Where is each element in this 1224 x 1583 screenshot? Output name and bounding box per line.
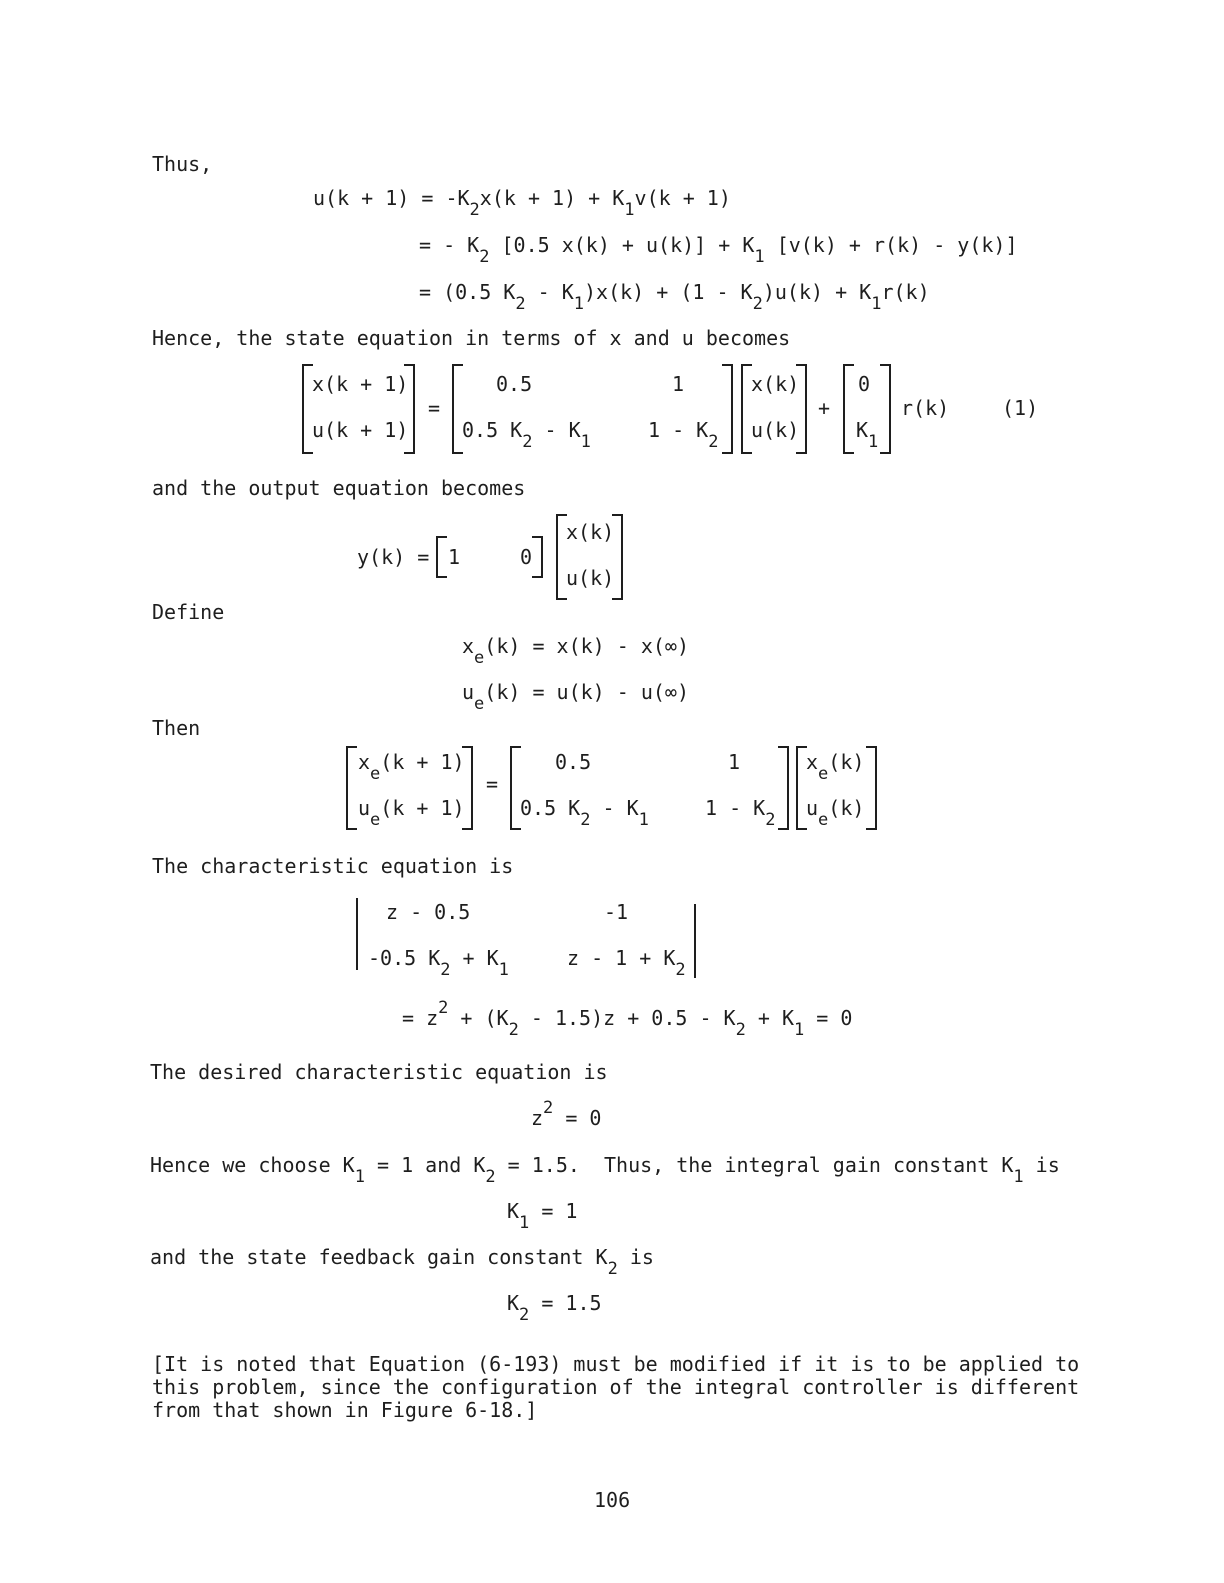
eq-xe-def: $x_e(k) = x(k) - x(\infty)$ bbox=[462, 634, 689, 668]
eq-y-lhs: y(k) = bbox=[357, 545, 430, 569]
text-thus: Thus, bbox=[152, 152, 213, 176]
text-state-gain: and the state feedback gain constant $K_2$ is bbox=[150, 1245, 654, 1279]
row-entry: 0 bbox=[520, 545, 533, 569]
text-output-eq: and the output equation becomes bbox=[152, 476, 526, 500]
eq-z2: $z^2 = 0$ bbox=[531, 1098, 602, 1130]
matrix-entry: 1 bbox=[728, 750, 741, 774]
text-choose: Hence we choose $K_1 = 1$ and $K_2 = 1.5$. Thus, the integral gain constant $K_1$ is bbox=[150, 1153, 1060, 1187]
matrix-entry: 0.5 bbox=[496, 372, 533, 396]
det-entry: $z - 1 + K_2$ bbox=[567, 946, 686, 980]
matrix-entry: 0.5 $K_2 - K_1$ bbox=[462, 418, 591, 452]
bracket-right bbox=[612, 514, 623, 600]
note-line-3: from that shown in Figure 6-18.] bbox=[152, 1398, 538, 1422]
text-char-eq: The characteristic equation is bbox=[152, 854, 514, 878]
page-number: 106 bbox=[594, 1488, 631, 1512]
text-define: Define bbox=[152, 600, 225, 624]
matrix-entry: $1 - K_2$ bbox=[705, 796, 776, 830]
matrix-xk1: x(k + 1) bbox=[312, 372, 409, 396]
note-line-1: [It is noted that Equation (6-193) must be modified if it is to be applied to bbox=[152, 1352, 1080, 1376]
bracket-right bbox=[880, 364, 891, 454]
det-entry: -0.5 $K_2 + K_1$ bbox=[368, 946, 509, 980]
equals-sign: = bbox=[428, 396, 441, 420]
plus-sign: + bbox=[818, 396, 831, 420]
vector-uk: u(k) bbox=[751, 418, 800, 442]
vector-uk: u(k) bbox=[566, 566, 615, 590]
text-then: Then bbox=[152, 716, 201, 740]
vector-ue1: $u_e(k + 1)$ bbox=[358, 796, 465, 830]
matrix-entry: 1 bbox=[672, 372, 685, 396]
vector-entry: 0 bbox=[858, 372, 871, 396]
bracket-right bbox=[532, 536, 543, 578]
eq-u-line1: $u(k + 1) = -K_2x(k + 1) + K_1v(k + 1)$ bbox=[313, 186, 731, 220]
bracket-right bbox=[778, 746, 789, 830]
bracket-right bbox=[796, 364, 807, 454]
matrix-entry: 0.5 bbox=[555, 750, 592, 774]
note-line-2: this problem, since the configuration of the integral controller is different bbox=[152, 1375, 1080, 1399]
eq-char-poly: = $z^2 + (K_2 - 1.5)z + 0.5 - K_2 + K_1 = 0$ bbox=[402, 998, 853, 1040]
vector-rk: r(k) bbox=[901, 396, 950, 420]
equals-sign: = bbox=[486, 772, 499, 796]
text-hence-state: Hence, the state equation in terms of x and u becomes bbox=[152, 326, 791, 350]
vector-entry: $K_1$ bbox=[856, 418, 879, 452]
vector-xe1: $x_e(k + 1)$ bbox=[358, 750, 465, 784]
eq-ue-def: $u_e(k) = u(k) - u(\infty)$ bbox=[462, 680, 689, 714]
matrix-entry: $1 - K_2$ bbox=[648, 418, 719, 452]
row-entry: 1 bbox=[448, 545, 461, 569]
vector-xk: x(k) bbox=[751, 372, 800, 396]
matrix-entry: 0.5 $K_2 - K_1$ bbox=[520, 796, 649, 830]
eq-k1: $K_1 = 1$ bbox=[507, 1199, 578, 1233]
vector-uek: $u_e(k)$ bbox=[806, 796, 865, 830]
eq-k2: $K_2 = 1.5$ bbox=[507, 1291, 602, 1325]
vector-xk: x(k) bbox=[566, 520, 615, 544]
determinant-bar-left bbox=[356, 898, 358, 970]
equation-label: (1) bbox=[1002, 396, 1039, 420]
det-entry: z - 0.5 bbox=[386, 900, 471, 924]
eq-u-line3: = (0.5 $K_2 - K_1)x(k) + (1 - K_2)u(k) + K_1r(k)$ bbox=[419, 280, 930, 314]
vector-xek: $x_e(k)$ bbox=[806, 750, 865, 784]
bracket-right bbox=[722, 364, 733, 454]
det-entry: -1 bbox=[604, 900, 629, 924]
bracket-left bbox=[346, 746, 357, 830]
determinant-bar-right bbox=[694, 904, 696, 978]
bracket-left bbox=[436, 536, 447, 578]
eq-u-line2: = - $K_2$ [0.5 $x(k) + u(k)] + K_1$ [v(k) + r(k) - y(k)] bbox=[419, 233, 1018, 267]
text-desired: The desired characteristic equation is bbox=[150, 1060, 608, 1084]
bracket-right bbox=[404, 364, 415, 454]
bracket-right bbox=[866, 746, 877, 830]
bracket-right bbox=[462, 746, 473, 830]
bracket-left bbox=[843, 364, 854, 454]
matrix-uk1: u(k + 1) bbox=[312, 418, 409, 442]
